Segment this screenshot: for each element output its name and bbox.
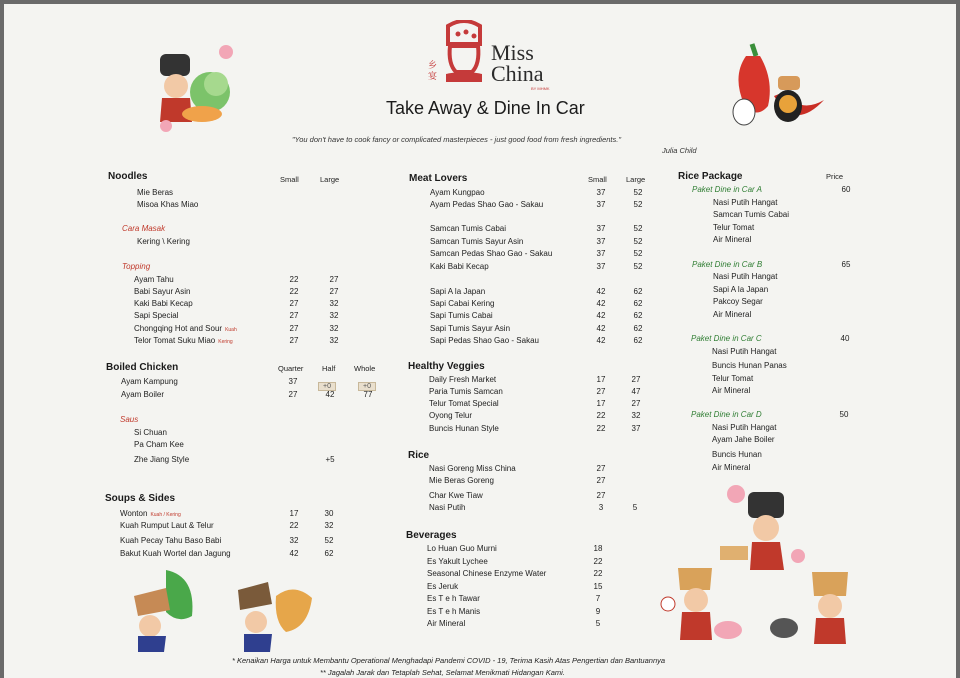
- menu-sheet: [4, 4, 956, 678]
- chef-portrait-icon: [436, 20, 492, 94]
- price-quarter: 27: [288, 390, 298, 399]
- price-small: 27: [596, 491, 606, 500]
- package-content: Sapi A la Japan: [713, 285, 769, 294]
- veggie-item: Telur Tomat Special: [429, 399, 499, 408]
- package-name: Paket Dine in Car A: [692, 185, 762, 194]
- price-large: 52: [633, 237, 643, 246]
- package-heading: Rice Package: [678, 171, 743, 182]
- veggie-item: Daily Fresh Market: [429, 375, 497, 384]
- beverage-item: Air Mineral: [427, 619, 466, 628]
- price-large: 32: [329, 336, 339, 345]
- brand-line-2: China: [491, 61, 544, 86]
- package-content: Pakcoy Segar: [713, 297, 763, 306]
- col-half: Half: [322, 364, 336, 373]
- meat-item: Kaki Babi Kecap: [430, 262, 489, 271]
- package-price: 40: [840, 334, 850, 343]
- chili-characters-illustration: [724, 36, 828, 136]
- price-large: 5: [632, 503, 638, 512]
- page-title: Take Away & Dine In Car: [386, 98, 585, 118]
- cara-masak-label: Cara Masak: [122, 224, 166, 233]
- package-content: Air Mineral: [713, 310, 752, 319]
- meat-item: Sapi Cabai Kering: [430, 299, 495, 308]
- topping-item: Telor Tomat Suku Miao Kering: [134, 336, 233, 345]
- cara-masak-value: Kering \ Kering: [137, 237, 190, 246]
- rice-item: Nasi Goreng Miss China: [429, 464, 516, 473]
- price-large: 32: [324, 521, 334, 530]
- package-price: 60: [841, 185, 851, 194]
- price-small: 17: [289, 509, 299, 518]
- noodle-item: Misoa Khas Miao: [137, 200, 199, 209]
- price-large: 27: [631, 399, 641, 408]
- rice-item: Mie Beras Goreng: [429, 476, 494, 485]
- meat-col-large: Large: [626, 175, 646, 184]
- boiled-heading: Boiled Chicken: [106, 362, 179, 373]
- noodles-col-large: Large: [320, 175, 340, 184]
- price-large: 52: [633, 249, 643, 258]
- package-content: Air Mineral: [712, 386, 751, 395]
- soup-item: Kuah Pecay Tahu Baso Babi: [120, 536, 222, 545]
- price-large: 62: [633, 287, 643, 296]
- beverage-item: Es Jeruk: [427, 582, 459, 591]
- package-col-price: Price: [826, 172, 844, 181]
- price-small: 3: [598, 503, 604, 512]
- soup-item: Bakut Kuah Wortel dan Jagung: [120, 549, 231, 558]
- meat-item: Ayam Kungpao: [430, 188, 485, 197]
- package-content: Telur Tomat: [712, 374, 754, 383]
- meat-item: Samcan Tumis Sayur Asin: [430, 237, 524, 246]
- price-small: 27: [596, 464, 606, 473]
- price-small: 27: [289, 324, 299, 333]
- chef-noodles-illustration: [228, 572, 318, 654]
- saus-label: Saus: [120, 415, 139, 424]
- brand-sub: BY MHMK: [531, 86, 550, 91]
- beverage-item: Seasonal Chinese Enzyme Water: [427, 569, 547, 578]
- price-large: 32: [329, 324, 339, 333]
- price: 22: [593, 557, 603, 566]
- col-whole: Whole: [354, 364, 376, 373]
- price-large: 32: [329, 311, 339, 320]
- package-content: Buncis Hunan: [712, 450, 762, 459]
- saus-item: Zhe Jiang Style: [134, 455, 190, 464]
- price-small: 22: [289, 275, 299, 284]
- brand-line-1: Miss: [491, 40, 534, 65]
- price-small: 22: [289, 287, 299, 296]
- veggie-item: Buncis Hunan Style: [429, 424, 499, 433]
- saus-item: Pa Cham Kee: [134, 440, 184, 449]
- topping-item: Sapi Special: [134, 311, 179, 320]
- meat-item: Sapi Pedas Shao Gao - Sakau: [430, 336, 539, 345]
- price-small: 37: [596, 237, 606, 246]
- price-small: 37: [596, 188, 606, 197]
- meat-item: Sapi Tumis Sayur Asin: [430, 324, 511, 333]
- package-content: Air Mineral: [713, 235, 752, 244]
- price-large: 62: [633, 324, 643, 333]
- price: 7: [595, 594, 601, 603]
- price: 5: [595, 619, 601, 628]
- topping-item: Babi Sayur Asin: [134, 287, 191, 296]
- col-quarter: Quarter: [278, 364, 304, 373]
- beverage-item: Lo Huan Guo Murni: [427, 544, 497, 553]
- noodles-col-small: Small: [280, 175, 299, 184]
- brand-chinese: 乡宴: [428, 60, 438, 81]
- package-name: Paket Dine in Car D: [691, 410, 762, 419]
- price-small: 27: [289, 311, 299, 320]
- rice-item: Nasi Putih: [429, 503, 466, 512]
- veggies-heading: Healthy Veggies: [408, 361, 485, 372]
- price: 22: [593, 569, 603, 578]
- price-large: 52: [324, 536, 334, 545]
- saus-price: +5: [325, 455, 335, 464]
- veggie-item: Paria Tumis Samcan: [429, 387, 503, 396]
- price-large: 62: [633, 311, 643, 320]
- meat-item: Samcan Tumis Cabai: [430, 224, 507, 233]
- package-content: Buncis Hunan Panas: [712, 361, 787, 370]
- price-small: 27: [596, 476, 606, 485]
- price-whole: 77: [363, 390, 373, 399]
- footer-note-2: ** Jagalah Jarak dan Tetaplah Sehat, Selamat Menikmati Hidangan Kami.: [320, 668, 565, 677]
- price-small: 37: [596, 249, 606, 258]
- boiled-item: Ayam Boiler: [121, 390, 164, 399]
- price-large: 27: [631, 375, 641, 384]
- rice-heading: Rice: [408, 450, 430, 461]
- beverage-item: Es T e h Manis: [427, 607, 481, 616]
- package-name: Paket Dine in Car C: [691, 334, 762, 343]
- price-small: 42: [596, 311, 606, 320]
- meat-item: Samcan Pedas Shao Gao - Sakau: [430, 249, 553, 258]
- price-large: 47: [631, 387, 641, 396]
- price-small: 42: [289, 549, 299, 558]
- beverages-heading: Beverages: [406, 530, 457, 541]
- package-content: Telur Tomat: [713, 223, 755, 232]
- meat-item: Sapi A la Japan: [430, 287, 486, 296]
- price-large: 52: [633, 262, 643, 271]
- quote-author: Julia Child: [662, 146, 697, 155]
- meat-heading: Meat Lovers: [409, 173, 468, 184]
- package-content: Samcan Tumis Cabai: [713, 210, 790, 219]
- package-content: Nasi Putih Hangat: [712, 423, 777, 432]
- price-small: 42: [596, 287, 606, 296]
- price: 9: [595, 607, 601, 616]
- veggie-item: Oyong Telur: [429, 411, 472, 420]
- price-half: 42: [325, 390, 335, 399]
- price: 18: [593, 544, 603, 553]
- price-large: 52: [633, 224, 643, 233]
- package-content: Air Mineral: [712, 463, 751, 472]
- price-half: +0: [318, 375, 336, 393]
- chef-rooster-illustration: [660, 564, 748, 646]
- meat-item: Sapi Tumis Cabai: [430, 311, 493, 320]
- package-price: 65: [841, 260, 851, 269]
- price: 15: [593, 582, 603, 591]
- price-large: 62: [633, 299, 643, 308]
- price-large: 52: [633, 188, 643, 197]
- price-small: 42: [596, 299, 606, 308]
- chef-bokchoy-illustration: [126, 566, 206, 654]
- saus-item: Si Chuan: [134, 428, 167, 437]
- package-content: Nasi Putih Hangat: [713, 272, 778, 281]
- price-large: 37: [631, 424, 641, 433]
- price-large: 27: [329, 275, 339, 284]
- meat-col-small: Small: [588, 175, 607, 184]
- topping-item: Chongqing Hot and Sour Kuah: [134, 324, 237, 333]
- price-large: 62: [324, 549, 334, 558]
- soups-heading: Soups & Sides: [105, 493, 176, 504]
- soup-item: Wonton Kuah / Kering: [120, 509, 181, 518]
- price-small: 27: [596, 387, 606, 396]
- beverage-item: Es Yakult Lychee: [427, 557, 488, 566]
- package-content: Nasi Putih Hangat: [712, 347, 777, 356]
- price-small: 42: [596, 324, 606, 333]
- chef-cabbage-illustration: [152, 42, 242, 138]
- rice-item: Char Kwe Tiaw: [429, 491, 483, 500]
- soup-item: Kuah Rumput Laut & Telur: [120, 521, 214, 530]
- price-large: 32: [329, 299, 339, 308]
- beverage-item: Es T e h Tawar: [427, 594, 480, 603]
- boiled-item: Ayam Kampung: [121, 377, 178, 386]
- noodles-heading: Noodles: [108, 171, 148, 182]
- price-small: 22: [596, 424, 606, 433]
- price-large: 27: [329, 287, 339, 296]
- package-content: Nasi Putih Hangat: [713, 198, 778, 207]
- price-small: 37: [596, 224, 606, 233]
- package-content: Ayam Jahe Boiler: [712, 435, 775, 444]
- price-small: 22: [596, 411, 606, 420]
- price-small: 37: [596, 200, 606, 209]
- price-large: 62: [633, 336, 643, 345]
- quote-text: "You don't have to cook fancy or complicated masterpieces - just good food from fresh ingredients.": [292, 135, 622, 144]
- meat-item: Ayam Pedas Shao Gao - Sakau: [430, 200, 544, 209]
- price-small: 17: [596, 399, 606, 408]
- price-small: 22: [289, 521, 299, 530]
- chef-rat-illustration: [766, 570, 856, 648]
- price-quarter: 37: [288, 377, 298, 386]
- price-large: 52: [633, 200, 643, 209]
- price-small: 32: [289, 536, 299, 545]
- price-large: 30: [324, 509, 334, 518]
- package-price: 50: [839, 410, 849, 419]
- price-small: 27: [289, 299, 299, 308]
- footer-note-1: * Kenaikan Harga untuk Membantu Operational Menghadapi Pandemi COVID - 19, Terima Kasih Atas Pengertian dan Bantuannya: [232, 656, 666, 665]
- topping-item: Kaki Babi Kecap: [134, 299, 193, 308]
- package-name: Paket Dine in Car B: [692, 260, 763, 269]
- price-whole: +0: [358, 375, 376, 393]
- topping-label: Topping: [122, 262, 151, 271]
- topping-item: Ayam Tahu: [134, 275, 174, 284]
- price-small: 17: [596, 375, 606, 384]
- price-small: 37: [596, 262, 606, 271]
- price-small: 42: [596, 336, 606, 345]
- price-large: 32: [631, 411, 641, 420]
- price-small: 27: [289, 336, 299, 345]
- noodle-item: Mie Beras: [137, 188, 174, 197]
